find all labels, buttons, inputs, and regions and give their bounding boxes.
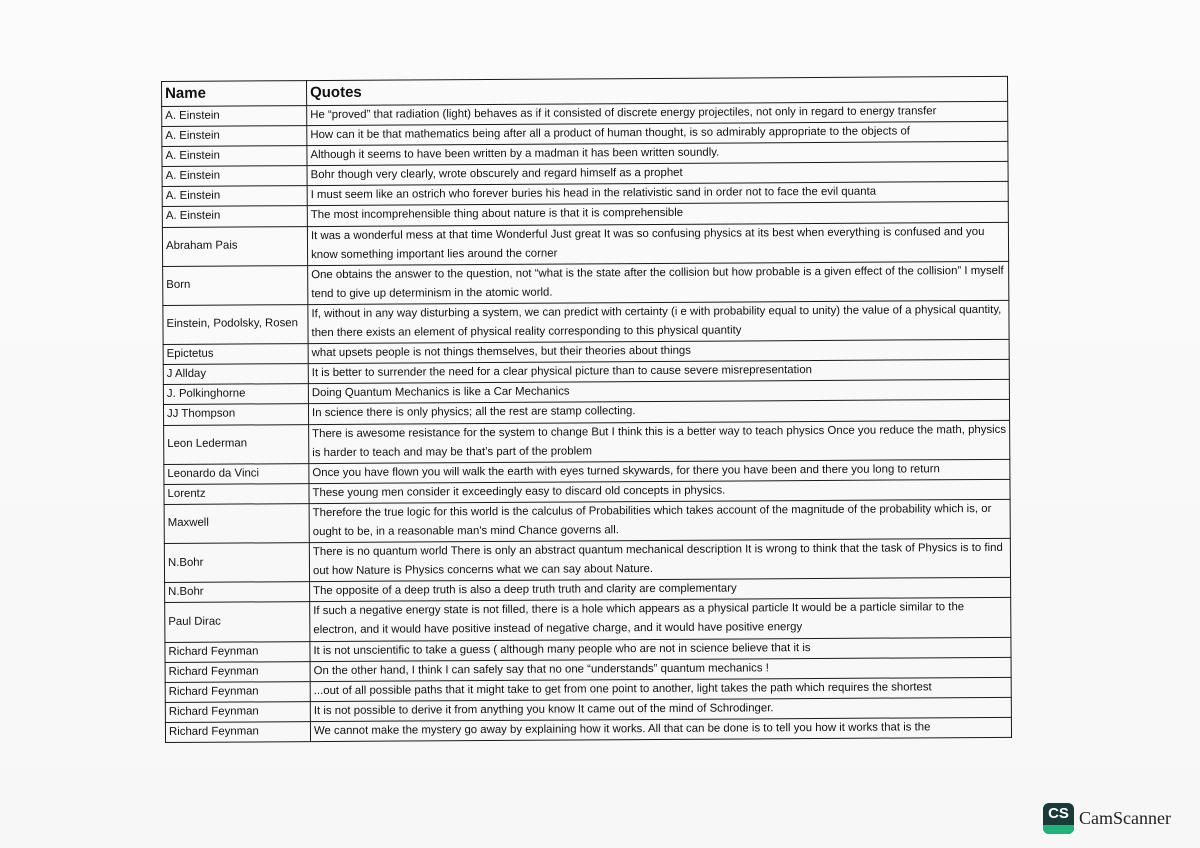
quote-author: N.Bohr — [164, 543, 309, 583]
table-row — [165, 598, 1011, 642]
quote-text: He “proved” that radiation (light) behaves as if it consisted of discrete energy projectiles, not only in regard to energy transfer — [307, 101, 1008, 125]
quote-author: Einstein, Podolsky, Rosen — [163, 305, 308, 345]
table-row — [164, 499, 1010, 543]
quote-author: Lorentz — [164, 483, 309, 504]
quote-author: N.Bohr — [165, 582, 310, 603]
quote-text: what upsets people is not things themselves, but their theories about things — [308, 339, 1009, 363]
quote-author: Maxwell — [164, 503, 309, 543]
quote-text: Although it seems to have been written by a madman it has been written soundly. — [307, 142, 1008, 166]
quote-author: JJ Thompson — [163, 404, 308, 425]
quote-author: Abraham Pais — [162, 226, 307, 266]
table-row — [163, 300, 1009, 344]
quotes-table — [161, 76, 1012, 743]
quote-author: Richard Feynman — [165, 661, 310, 682]
quote-text: On the other hand, I think I can safely say that no one “understands” quantum mechanics ! — [310, 657, 1011, 681]
quote-text: It is not unscientific to take a guess ( although many people who are not in science believe that it is — [310, 637, 1011, 661]
quote-text: I must seem like an ostrich who forever buries his head in the relativistic sand in order not to face the evil quanta — [307, 182, 1008, 206]
quote-author: Leonardo da Vinci — [164, 463, 309, 484]
quote-text: Therefore the true logic for this world is the calculus of Probabilities which takes account of the magnitude of the probability which is, or ought to be, in a reasonable man's mind Chance governs all. — [309, 499, 1010, 542]
quote-author: Epictetus — [163, 344, 308, 365]
camscanner-logo-icon — [1043, 803, 1074, 834]
quote-text: Once you have flown you will walk the earth with eyes turned skywards, for there you have been and there you long to return — [309, 459, 1010, 483]
quote-text: Bohr though very clearly, wrote obscurely and regard himself as a prophet — [307, 162, 1008, 186]
quote-text: The opposite of a deep truth is also a deep truth truth and clarity are complementary — [310, 578, 1011, 602]
table-row — [164, 538, 1010, 582]
quote-author: A. Einstein — [162, 106, 307, 127]
quote-author: A. Einstein — [162, 126, 307, 147]
camscanner-logo-bar — [1043, 825, 1074, 834]
table-row — [164, 420, 1010, 464]
quote-text: It is not possible to derive it from anything you know It came out of the mind of Schrodinger. — [310, 697, 1011, 721]
quote-text: It is better to surrender the need for a clear physical picture than to cause severe misrepresentation — [308, 360, 1009, 384]
quote-text: These young men consider it exceedingly easy to discard old concepts in physics. — [309, 479, 1010, 503]
table-row — [162, 222, 1008, 266]
quote-author: Richard Feynman — [165, 641, 310, 662]
quote-text: In science there is only physics; all the rest are stamp collecting. — [308, 400, 1009, 424]
quote-author: A. Einstein — [162, 166, 307, 187]
quote-author: Leon Lederman — [164, 424, 309, 464]
quote-author: Richard Feynman — [165, 681, 310, 702]
quote-author: J Allday — [163, 364, 308, 385]
quote-text: If, without in any way disturbing a system, we can predict with certainty (i e with probability equal to unity) the value of a physical quantity, then there exists an element of physical reality corresponding to this physical quantity — [308, 300, 1009, 343]
table-row — [165, 717, 1011, 742]
quote-author: Richard Feynman — [165, 701, 310, 722]
camscanner-logo-text: CS — [1048, 805, 1069, 822]
quote-text: There is no quantum world There is only an abstract quantum mechanical description It is wrong to think that the task of Physics is to find out how Nature is Physics concerns what we can say about Nature. — [309, 538, 1010, 581]
quote-text: ...out of all possible paths that it might take to get from one point to another, light takes the path which requires the shortest — [310, 677, 1011, 701]
camscanner-brand: CamScanner — [1079, 808, 1171, 828]
quote-text: Doing Quantum Mechanics is like a Car Mechanics — [308, 380, 1009, 404]
quote-text: We cannot make the mystery go away by explaining how it works. All that can be done is to tell you how it works that is the — [310, 717, 1011, 741]
camscanner-watermark — [1043, 803, 1171, 834]
quote-text: The most incomprehensible thing about nature is that it is comprehensible — [307, 202, 1008, 226]
quote-text: If such a negative energy state is not filled, there is a hole which appears as a physical particle It would be a particle similar to the electron, and it would have positive instead of negative charge, and it would have positive energy — [310, 598, 1011, 641]
quote-author: A. Einstein — [162, 146, 307, 167]
quote-text: There is awesome resistance for the system to change But I think this is a better way to teach physics Once you reduce the math, physics is harder to teach and may be that’s part of the problem — [309, 420, 1010, 463]
quote-rows — [162, 101, 1012, 742]
table-row — [163, 261, 1009, 305]
quote-author: A. Einstein — [162, 186, 307, 207]
quote-author: Born — [163, 265, 308, 305]
quote-author: Richard Feynman — [165, 722, 310, 743]
quote-text: How can it be that mathematics being after all a product of human thought, is so admirably appropriate to the objects of — [307, 121, 1008, 145]
header-quotes: Quotes — [307, 76, 1008, 105]
quote-author: A. Einstein — [162, 206, 307, 227]
quote-author: J. Polkinghorne — [163, 384, 308, 405]
quote-text: One obtains the answer to the question, not “what is the state after the collision but how probable is a given effect of the collision” I myself tend to give up determinism in the atomic world. — [308, 261, 1009, 304]
quote-text: It was a wonderful mess at that time Wonderful Just great It was so confusing physics at its best when everything is confused and you know something important lies around the corner — [307, 222, 1008, 265]
header-name: Name — [162, 81, 307, 107]
quote-author: Paul Dirac — [165, 602, 310, 642]
